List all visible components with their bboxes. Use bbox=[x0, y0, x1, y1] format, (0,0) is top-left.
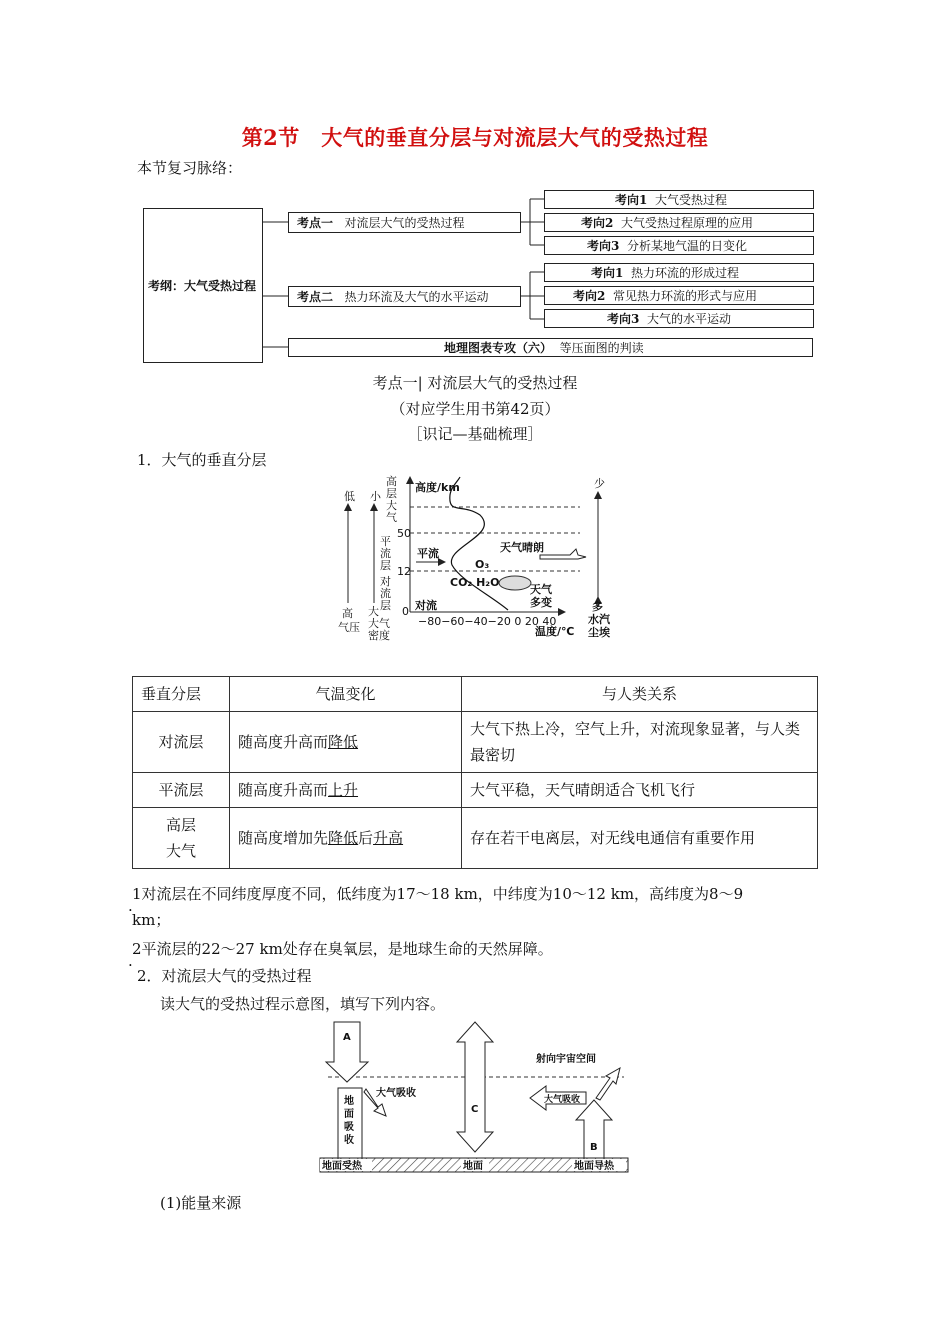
note1-text: 对流层在不同纬度厚度不同，低纬度为17～18 km，中纬度为10～12 km，高纬度为8～9 bbox=[141, 885, 744, 903]
to-space-label: 射向宇宙空间 bbox=[536, 1054, 596, 1065]
vapor-label: 水汽 bbox=[588, 613, 610, 626]
intro-text: 本节复习脉络： bbox=[137, 159, 243, 177]
table-cell-layer: 平流层 bbox=[133, 773, 230, 808]
direction-1-2 bbox=[544, 213, 814, 232]
atm-absorb-left: 大气吸收 bbox=[376, 1088, 416, 1099]
outline-special bbox=[288, 338, 813, 357]
section-ref: （对应学生用书第42页） bbox=[390, 400, 560, 418]
ground-absorb-4: 收 bbox=[344, 1135, 354, 1146]
note-number: 1 bbox=[132, 885, 142, 903]
atmosphere-exchange-arrow bbox=[457, 1022, 493, 1152]
tick-0: 0 bbox=[402, 605, 409, 618]
direction-2-1 bbox=[544, 263, 814, 282]
page-title: 第2节 大气的垂直分层与对流层大气的受热过程 bbox=[241, 125, 709, 150]
vapor-many: 多 bbox=[592, 600, 603, 613]
density-label-2: 密度 bbox=[368, 629, 390, 642]
ozone-label: O₃ bbox=[475, 558, 490, 571]
table-cell-relation: 大气平稳，天气晴朗适合飞机飞行 bbox=[462, 773, 818, 808]
direction-text: 大气受热过程 bbox=[655, 192, 728, 207]
table-row bbox=[133, 808, 818, 869]
airplane-icon bbox=[540, 549, 586, 559]
table-header: 与人类关系 bbox=[462, 677, 818, 712]
label-a: A bbox=[343, 1032, 351, 1043]
change-answer: 上升 bbox=[328, 781, 359, 799]
layer-trop-2: 流 bbox=[380, 587, 391, 600]
direction-tag: 考向2 bbox=[573, 288, 606, 303]
flow-trop: 对流 bbox=[415, 599, 437, 612]
direction-1-1 bbox=[544, 190, 814, 209]
to-space-arrow bbox=[596, 1068, 620, 1100]
layer-upper: 高 bbox=[386, 475, 397, 488]
ground-conduct-label: 地面导热 bbox=[574, 1161, 614, 1172]
direction-tag: 考向2 bbox=[581, 215, 614, 230]
table-cell-layer: 高层 大气 bbox=[133, 808, 230, 869]
atm-absorb-right: 大气吸收 bbox=[544, 1095, 581, 1105]
table-cell-relation: 大气下热上冷，空气上升，对流现象显著，与人类最密切 bbox=[462, 712, 818, 773]
ground-absorb-2: 面 bbox=[344, 1109, 354, 1120]
item2-heading: 2．对流层大气的受热过程 bbox=[137, 967, 312, 985]
layer-trop: 对 bbox=[380, 575, 391, 588]
direction-text: 大气的水平运动 bbox=[647, 311, 732, 326]
special-tag: 地理图表专攻（六） bbox=[444, 340, 553, 355]
table-header: 气温变化 bbox=[230, 677, 462, 712]
direction-text: 常见热力环流的形式与应用 bbox=[613, 288, 758, 303]
direction-text: 大气受热过程原理的应用 bbox=[621, 215, 754, 230]
outline-root bbox=[143, 208, 263, 363]
outline-point2 bbox=[288, 286, 521, 307]
dust-label: 尘埃 bbox=[588, 626, 610, 639]
note-marker: . 2 bbox=[128, 940, 142, 970]
note-marker: . 1 bbox=[128, 885, 142, 915]
change-text: 随高度增加先 bbox=[238, 829, 329, 847]
note-number: 2 bbox=[132, 940, 142, 958]
direction-text: 分析某地气温的日变化 bbox=[627, 238, 748, 253]
direction-tag: 考向3 bbox=[587, 238, 620, 253]
weather-clear: 天气晴朗 bbox=[500, 541, 544, 554]
outline-point1 bbox=[288, 212, 521, 233]
sub1-heading: (1)能量来源 bbox=[160, 1194, 242, 1212]
direction-2-2 bbox=[544, 286, 814, 305]
label-b: B bbox=[590, 1142, 598, 1153]
point1-text: 对流层大气的受热过程 bbox=[344, 215, 465, 230]
direction-tag: 考向1 bbox=[591, 265, 624, 280]
section-tag: ［识记—基础梳理］ bbox=[407, 425, 543, 443]
tick-12: 12 bbox=[397, 565, 411, 578]
special-text: 等压面图的判读 bbox=[559, 340, 644, 355]
direction-text: 热力环流的形成过程 bbox=[631, 265, 740, 280]
change-answer: 升高 bbox=[373, 829, 404, 847]
heating-process-figure bbox=[318, 1020, 634, 1180]
pressure-high: 高 bbox=[342, 607, 353, 620]
x-ticks: −80−60−40−20 0 20 40 bbox=[418, 615, 557, 628]
y-axis-label: 高度/km bbox=[415, 481, 460, 494]
direction-tag: 考向1 bbox=[615, 192, 648, 207]
ground-absorb-3: 吸 bbox=[344, 1122, 354, 1133]
layer-upper-2: 层 bbox=[386, 487, 397, 500]
change-text: 随高度升高而 bbox=[238, 733, 329, 751]
layer-strat-2: 流 bbox=[380, 547, 391, 560]
point2-text: 热力环流及大气的水平运动 bbox=[344, 289, 489, 304]
layer-upper-4: 气 bbox=[386, 511, 397, 524]
vertical-layers-figure bbox=[330, 475, 630, 645]
ground-label: 地面 bbox=[463, 1161, 483, 1172]
note2-text: 平流层的22～27 km处存在臭氧层，是地球生命的天然屏障。 bbox=[141, 940, 553, 958]
weather-change: 天气 bbox=[530, 583, 552, 596]
change-answer: 降低 bbox=[328, 733, 359, 751]
note-2 bbox=[128, 936, 553, 970]
solar-radiation-arrow bbox=[326, 1022, 368, 1082]
item2-description: 读大气的受热过程示意图，填写下列内容。 bbox=[160, 995, 446, 1013]
point1-tag: 考点一 bbox=[297, 215, 334, 230]
table-cell-layer: 对流层 bbox=[133, 712, 230, 773]
outline-root-label: 考纲：大气受热过程 bbox=[148, 278, 257, 293]
layer-trop-3: 层 bbox=[380, 599, 391, 612]
table-cell-relation: 存在若干电离层，对无线电通信有重要作用 bbox=[462, 808, 818, 869]
change-answer: 降低 bbox=[328, 829, 359, 847]
gases-label: CO₂ H₂O bbox=[450, 576, 500, 589]
x-axis-label: 温度/℃ bbox=[535, 625, 575, 638]
layers-table bbox=[132, 676, 818, 869]
change-text: 后 bbox=[358, 829, 374, 847]
ground-absorb-label: 地 bbox=[344, 1096, 354, 1107]
table-cell-change bbox=[230, 773, 462, 808]
item1-heading: 1．大气的垂直分层 bbox=[137, 451, 267, 469]
pressure-low: 低 bbox=[344, 490, 355, 503]
pressure-label: 气压 bbox=[338, 621, 360, 634]
flow-strat: 平流 bbox=[417, 547, 439, 560]
layer-strat: 平 bbox=[380, 535, 391, 548]
layer-upper-3: 大 bbox=[386, 499, 397, 512]
label-c: C bbox=[471, 1104, 479, 1115]
table-row bbox=[133, 773, 818, 808]
cloud-icon bbox=[499, 576, 531, 590]
density-low: 小 bbox=[370, 490, 381, 503]
layer-strat-3: 层 bbox=[380, 559, 391, 572]
table-cell-change bbox=[230, 712, 462, 773]
point2-tag: 考点二 bbox=[297, 289, 334, 304]
direction-1-3 bbox=[544, 236, 814, 255]
direction-2-3 bbox=[544, 309, 814, 328]
note-1 bbox=[128, 881, 822, 933]
table-header: 垂直分层 bbox=[133, 677, 230, 712]
weather-change-2: 多变 bbox=[530, 596, 552, 609]
change-text: 随高度升高而 bbox=[238, 781, 329, 799]
tick-50: 50 bbox=[397, 527, 411, 540]
table-row bbox=[133, 712, 818, 773]
density-label-1: 大气 bbox=[368, 617, 390, 630]
direction-tag: 考向3 bbox=[607, 311, 640, 326]
table-header-row bbox=[133, 677, 818, 712]
density-high: 大 bbox=[368, 605, 379, 618]
section-heading: 考点一| 对流层大气的受热过程 bbox=[372, 374, 578, 392]
note1-tail: km； bbox=[132, 911, 171, 929]
table-cell-change bbox=[230, 808, 462, 869]
ground-heated-label: 地面受热 bbox=[322, 1161, 362, 1172]
vapor-few: 少 bbox=[594, 477, 605, 490]
